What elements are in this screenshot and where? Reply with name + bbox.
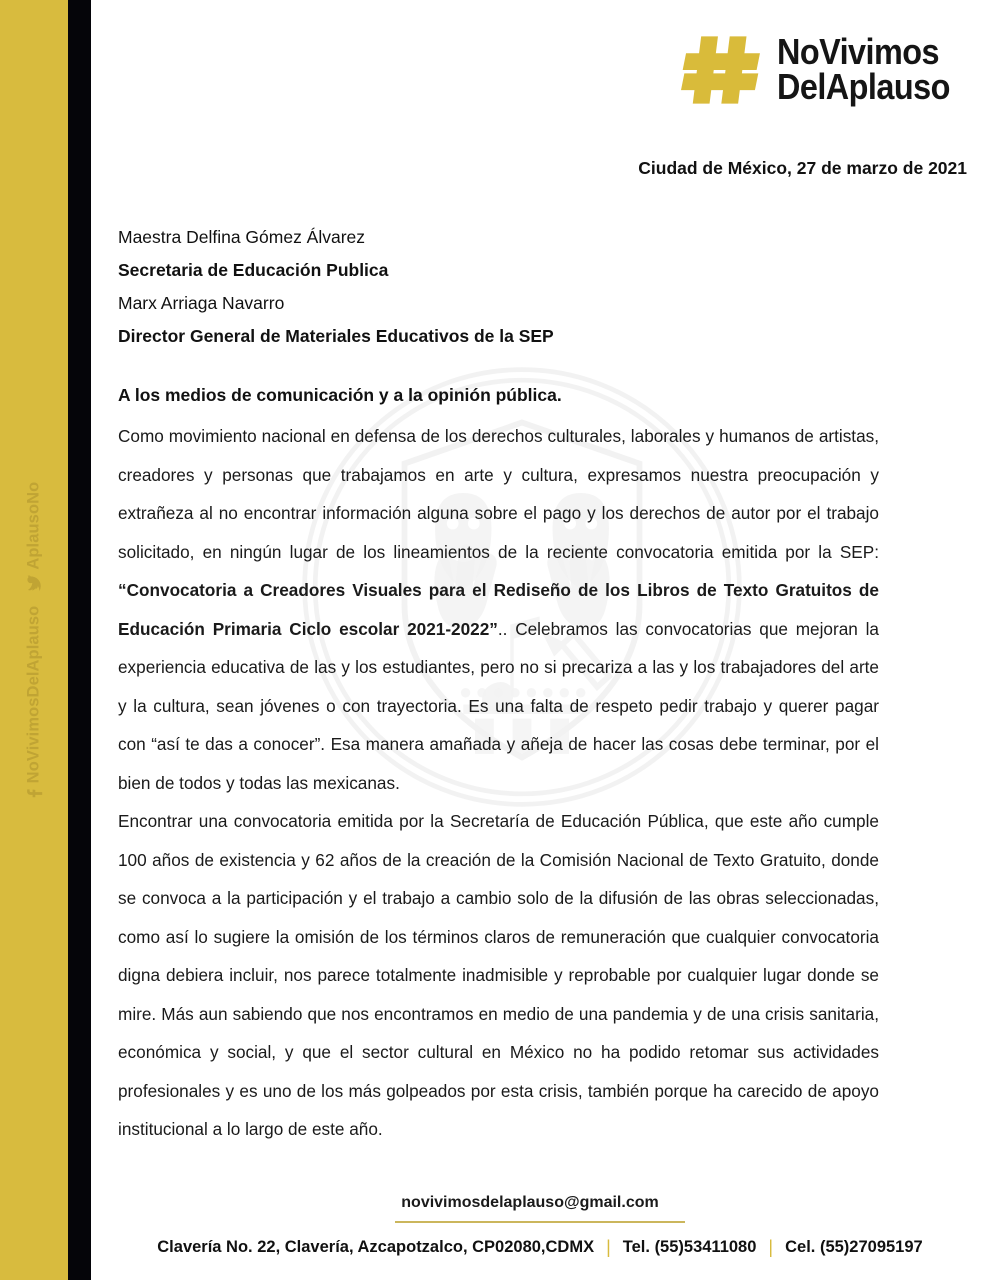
footer-contact-row xyxy=(91,1237,989,1258)
letter-content xyxy=(91,0,989,1280)
addressee-line-2: Secretaria de Educación Publica xyxy=(118,260,389,280)
letter-salutation: A los medios de comunicación y a la opinión pública. xyxy=(118,385,562,405)
paragraph-1-intro: Como movimiento nacional en defensa de los derechos culturales, laborales y humanos de artistas, creadores y personas que trabajamos en arte y cultura, expresamos nuestra preocupación y extrañeza al no encontrar información alguna sobre el pago y los derechos de autor por el trabajo solicitado, en ningún lugar de los lineamientos de la reciente convocatoria emitida por la SEP: xyxy=(118,426,879,562)
letter-paragraph-2: Encontrar una convocatoria emitida por la Secretaría de Educación Pública, que este año cumple 100 años de existencia y 62 años de la creación de la Comisión Nacional de Texto Gratuito, donde se convoca a la participación y el trabajo a cambio solo de la difusión de las obras seleccionadas, como así lo sugiere la omisión de los términos claros de remuneración que cualquier convocatoria digna debiera incluir, nos parece totalmente inadmisible y reprobable por cualquier lugar donde se mire. Más aun sabiendo que nos encontramos en medio de una pandemia y de una crisis sanitaria, económica y social, y que el sector cultural en México no ha podido retomar sus actividades profesionales y es uno de los más golpeados por esta crisis, también porque ha carecido de apoyo institucional a lo largo de este año. xyxy=(118,811,879,1139)
footer-email[interactable]: novivimosdelaplauso@gmail.com xyxy=(401,1194,659,1211)
letter-date: Ciudad de México, 27 de marzo de 2021 xyxy=(638,158,967,178)
letter-footer xyxy=(91,1194,989,1258)
letter-paragraph-1 xyxy=(118,417,879,802)
letter-body xyxy=(118,385,879,1149)
footer-separator-2: | xyxy=(768,1237,774,1257)
addressee-line-3: Marx Arriaga Navarro xyxy=(118,293,285,313)
brand-wordmark xyxy=(776,31,950,107)
sidebar-twitter-handle: AplausoNo xyxy=(24,481,43,570)
footer-telephone: Tel. (55)53411080 xyxy=(622,1238,757,1256)
paragraph-1-continued: .. Celebramos las convocatorias que mejoran la experiencia educativa de las y los estudiantes, pero no si precariza a las y los trabajadores del arte y la cultura, sean jóvenes o con trayectoria. Es una falta de respeto pedir trabajo y querer pagar con “así te das a conocer”. Esa manera amañada y añeja de hacer las cosas debe terminar, por el bien de todos y todas las mexicanas. xyxy=(118,618,879,793)
footer-divider xyxy=(395,1221,685,1223)
gold-side-band xyxy=(0,0,68,1280)
black-side-band xyxy=(68,0,91,1280)
addressee-line-4: Director General de Materiales Educativos de la SEP xyxy=(118,326,554,346)
footer-cellphone: Cel. (55)27095197 xyxy=(785,1238,923,1256)
hashtag-icon xyxy=(681,28,765,112)
sidebar-facebook-handle: NoVivimosDelAplauso xyxy=(24,605,43,783)
brand-name-line1: NoVivimos xyxy=(776,31,939,73)
convocatoria-title-quote: “Convocatoria a Creadores Visuales para el Rediseño de los Libros de Texto Gratuitos de Educación Primaria Ciclo escolar 2021-2022” xyxy=(118,580,879,639)
brand-logo xyxy=(681,28,969,112)
addressee-block xyxy=(118,221,554,353)
brand-name-line2: DelAplauso xyxy=(776,66,950,107)
footer-separator-1: | xyxy=(606,1237,611,1257)
addressee-line-1: Maestra Delfina Gómez Álvarez xyxy=(118,227,366,247)
footer-address: Clavería No. 22, Clavería, Azcapotzalco, CP02080,CDMX xyxy=(157,1238,595,1256)
